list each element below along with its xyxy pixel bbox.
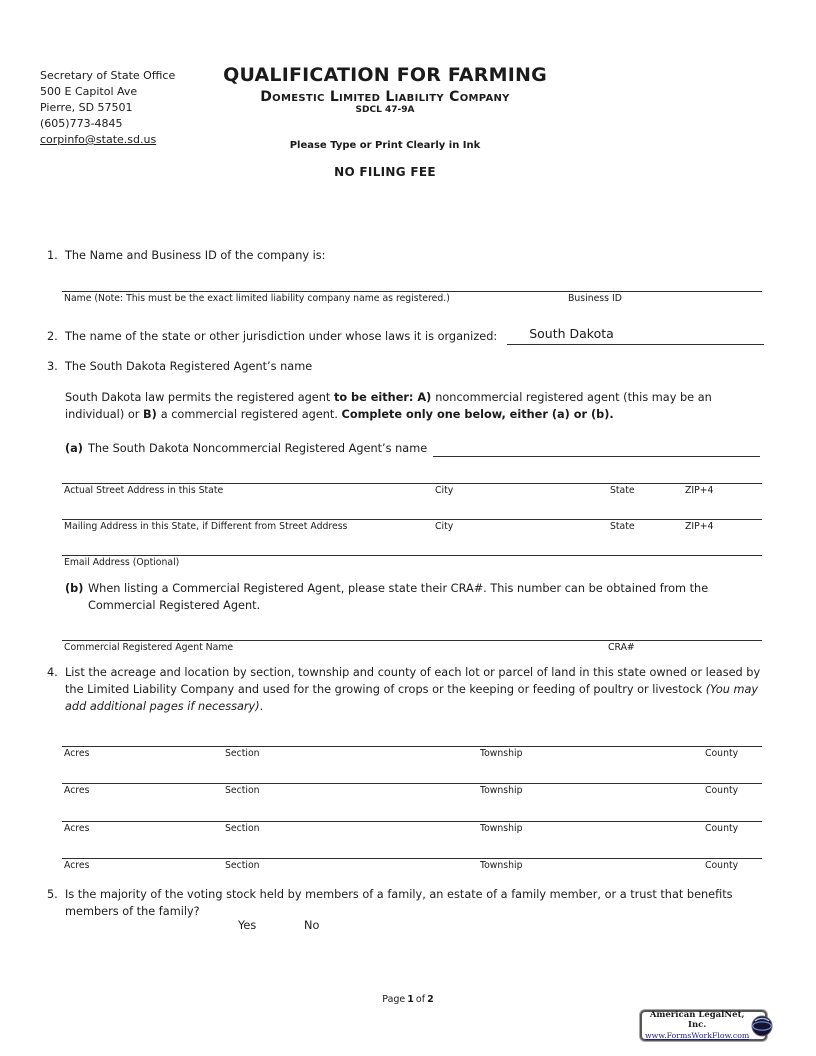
acreage-row-line[interactable]	[62, 783, 762, 798]
statute-reference: SDCL 47-9A	[355, 105, 415, 115]
item-2-number: 2.	[47, 330, 58, 343]
page-total: 2	[427, 994, 434, 1005]
item-3b-text: When listing a Commercial Registered Agent, please state their CRA#. This number can be obtained from the Commercial Registered Agent.	[88, 582, 709, 612]
township-label: Township	[480, 823, 523, 834]
item-5	[47, 886, 764, 920]
office-email-link[interactable]: corpinfo@state.sd.us	[40, 133, 157, 146]
item-5-text: Is the majority of the voting stock held by members of a family, an estate of a family member, or a trust that benefits members of the family?	[65, 888, 733, 918]
item-3-heading: The South Dakota Registered Agent’s name	[65, 360, 313, 373]
answer-no-option[interactable]: No	[304, 919, 320, 932]
item-5-answer-row	[0, 919, 816, 935]
item-2-text: The name of the state or other jurisdiction under whose laws it is organized:	[65, 330, 498, 343]
item-4-text	[65, 664, 764, 715]
title-block	[150, 64, 620, 179]
street-address-label: Actual Street Address in this State	[64, 485, 224, 496]
of-word: of	[415, 994, 426, 1005]
office-name: Secretary of State Office	[40, 69, 176, 82]
item-3-number: 3.	[47, 360, 58, 373]
township-label: Township	[480, 785, 523, 796]
city-label: City	[435, 485, 454, 496]
acres-label: Acres	[64, 748, 90, 759]
legalnet-text-column	[645, 1010, 749, 1042]
acres-label: Acres	[64, 860, 90, 871]
item-5-number: 5.	[47, 888, 58, 901]
state-of-organization-field[interactable]: South Dakota	[507, 325, 764, 345]
county-label: County	[705, 860, 739, 871]
street-address-field-line[interactable]	[62, 483, 762, 498]
commercial-agent-field-line[interactable]	[62, 640, 762, 655]
item-1-text: The Name and Business ID of the company is:	[65, 249, 326, 262]
township-label: Township	[480, 748, 523, 759]
text-segment: .	[259, 700, 264, 713]
text-segment-bold: B)	[142, 408, 161, 421]
section-label: Section	[225, 823, 260, 834]
text-segment: noncommercial registered agent (this may be an individual) or	[65, 391, 712, 421]
text-segment-bold: Complete only one below, either (a) or (b).	[341, 408, 614, 421]
township-label: Township	[480, 860, 523, 871]
section-label: Section	[225, 785, 260, 796]
business-id-field-label: Business ID	[568, 293, 622, 304]
item-3b-label: (b)	[65, 582, 84, 595]
state-label: State	[610, 521, 635, 532]
section-label: Section	[225, 748, 260, 759]
no-filing-fee-notice: NO FILING FEE	[334, 165, 436, 179]
name-field-label: Name (Note: This must be the exact limited liability company name as registered.)	[64, 293, 450, 304]
mailing-address-label: Mailing Address in this State, if Different from Street Address	[64, 521, 348, 532]
item-1	[47, 247, 764, 264]
zip-label: ZIP+4	[685, 521, 714, 532]
acreage-row-line[interactable]	[62, 746, 762, 761]
text-segment: a commercial registered agent.	[160, 408, 342, 421]
county-label: County	[705, 823, 739, 834]
legalnet-company-name: American LegalNet, Inc.	[649, 1009, 745, 1031]
noncommercial-agent-name-field[interactable]	[433, 456, 760, 457]
zip-label: ZIP+4	[685, 485, 714, 496]
item-3a	[65, 440, 760, 457]
answer-yes-option[interactable]: Yes	[238, 919, 257, 932]
acreage-row-line[interactable]	[62, 858, 762, 873]
section-label: Section	[225, 860, 260, 871]
text-segment: South Dakota law permits the registered agent	[65, 391, 334, 404]
print-instruction: Please Type or Print Clearly in Ink	[289, 140, 481, 151]
legalnet-url-link[interactable]: www.FormsWorkFlow.com	[645, 1030, 750, 1040]
city-label: City	[435, 521, 454, 532]
office-phone: (605)773-4845	[40, 117, 123, 130]
county-label: County	[705, 785, 739, 796]
email-address-field-line[interactable]	[62, 555, 762, 570]
text-segment-bold: to be either: A)	[333, 391, 436, 404]
company-name-field-line[interactable]	[62, 291, 762, 306]
commercial-agent-name-label: Commercial Registered Agent Name	[64, 642, 234, 653]
globe-icon	[751, 1015, 773, 1037]
item-1-number: 1.	[47, 249, 58, 262]
item-3a-label: (a)	[65, 442, 83, 455]
legalnet-badge	[640, 1010, 767, 1041]
acres-label: Acres	[64, 823, 90, 834]
item-4-number: 4.	[47, 666, 58, 679]
county-label: County	[705, 748, 739, 759]
office-city-state-zip: Pierre, SD 57501	[40, 101, 133, 114]
acres-label: Acres	[64, 785, 90, 796]
acreage-row-line[interactable]	[62, 821, 762, 836]
email-address-label: Email Address (Optional)	[64, 557, 180, 568]
item-3-paragraph	[65, 389, 760, 423]
form-title: QUALIFICATION FOR FARMING	[223, 64, 547, 86]
mailing-address-field-line[interactable]	[62, 519, 762, 534]
page-footer	[0, 994, 816, 1005]
form-subtitle: Domestic Limited Liability Company	[260, 89, 510, 105]
text-segment: List the acreage and location by section, township and county of each lot or parcel of land in this state owned or leased by the Limited Liability Company and used for the growing of crops or the keeping or feeding of poultry or livestock	[65, 666, 761, 696]
page-word: Page	[382, 994, 406, 1005]
office-street: 500 E Capitol Ave	[40, 85, 138, 98]
item-3	[47, 358, 764, 375]
state-label: State	[610, 485, 635, 496]
item-4	[47, 664, 764, 715]
item-2	[47, 325, 764, 345]
text-segment-italic: (You may add additional pages if necessary)	[65, 683, 759, 713]
page-number: 1	[407, 994, 414, 1005]
item-3a-text: The South Dakota Noncommercial Registered Agent’s name	[88, 442, 428, 455]
cra-number-label: CRA#	[608, 642, 635, 653]
item-3b	[65, 580, 760, 614]
